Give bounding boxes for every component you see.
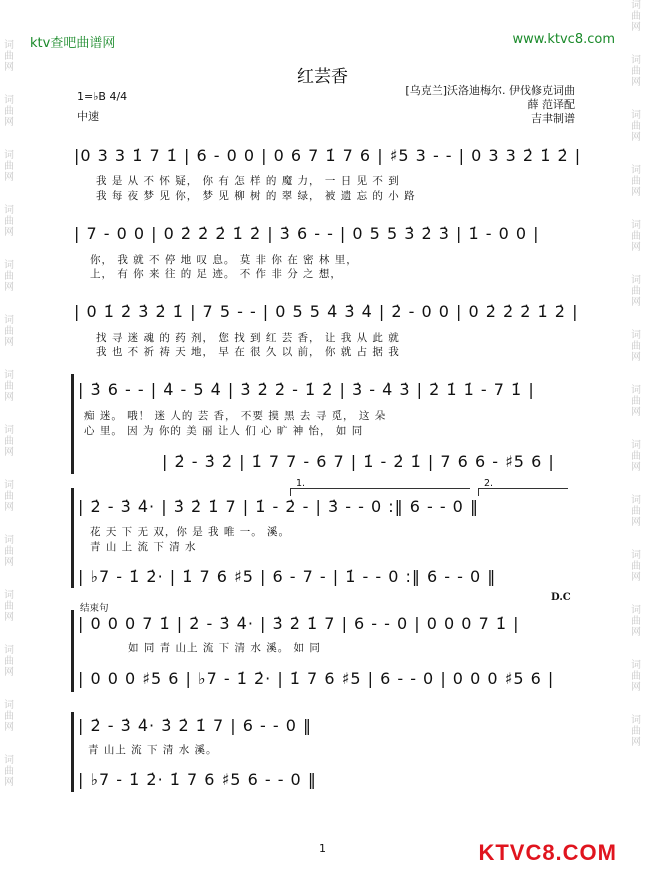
right-watermark-column: 词 曲 网 词 曲 网 词 曲 网 词 曲 网 词 曲 网 词 曲 网 词 曲 网 词 曲 网 词 曲 网 词 曲 网 词 曲 网 词 曲 网 词 曲 网 词 曲 网 <box>631 0 641 748</box>
song-title: 红芸香 <box>297 67 348 87</box>
system-4-lyrics-verse-1: 痴 迷。 哦！ 迷 人的 芸 香， 不要 摸 黑 去 寻 觅， 这 朵 <box>84 410 387 422</box>
site-name-left: ktv查吧曲谱网 <box>30 36 116 51</box>
system-7-notes: | 2̇ - 3̇ 4̇· 3̇ 2̇ 1̇ 7 | 6 - - 0 ‖ <box>78 716 313 735</box>
system-3-notes: | 0 1̇ 2̇ 3̇ 2̇ 1̇ | 7 5 - - | 0 5 5 4̇ 3̇ 4̇ | 2̇ - 0 0 | 0 2̇ 2̇ 2̇ 1̇ 2̇ | <box>74 302 579 321</box>
system-4-notes: | 3̇ 6 - - | 4̇ - 5 4̇ | 3̇ 2̇ 2̇ - 1̇ 2̇ | 3̇ - 4̇ 3̇ | 2̇ 1̇ 1̇ - 7 1̇ | <box>78 380 535 399</box>
system-5-lower-voice-notes: | ♭7 - 1̇ 2̇· | 1̇ 7 6 ♯5 | 6 - 7 - | 1̇ - - 0 :‖ 6 - - 0 ‖ <box>78 567 497 586</box>
system-3-lyrics-verse-2: 我 也 不 祈 祷 天 地， 早 在 很 久 以 前， 你 就 占 据 我 <box>96 346 400 358</box>
system-1-lyrics-verse-2: 我 每 夜 梦 见 你， 梦 见 柳 树 的 翠 绿， 被 遗 忘 的 小 路 <box>96 190 416 202</box>
system-6-lyrics: 如 同 青 山上 流 下 清 水 溪。 如 同 <box>128 642 321 654</box>
credit-transcriber: 吉聿制谱 <box>531 112 575 125</box>
system-6-lower-voice-notes: | 0 0 0 ♯5 6 | ♭7 - 1̇ 2̇· | 1̇ 7 6 ♯5 | 6 - - 0 | 0 0 0 ♯5 6 | <box>78 669 555 688</box>
volta-1-tick <box>290 488 291 496</box>
system-7-bracket <box>71 712 74 792</box>
system-5-lyrics-verse-2: 青 山 上 流 下 清 水 <box>90 541 197 553</box>
system-2-lyrics-verse-1: 你， 我 就 不 停 地 叹 息。 莫 非 你 在 密 林 里， <box>90 254 358 266</box>
system-4-lower-voice-notes: | 2̇ - 3̇ 2̇ | 1̇ 7 7 - 6 7 | 1̇ - 2̇ 1̇ | 7 6 6 - ♯5 6 | <box>162 452 555 471</box>
tempo-marking: 中速 <box>77 110 99 123</box>
system-5-lyrics-verse-1: 花 天 下 无 双，你 是 我 唯 一。 溪。 <box>90 526 291 538</box>
site-url-right: www.ktvc8.com <box>512 32 615 47</box>
left-watermark-column: 词 曲 网 词 曲 网 词 曲 网 词 曲 网 词 曲 网 词 曲 网 词 曲 网 词 曲 网 词 曲 网 词 曲 网 词 曲 网 词 曲 网 词 曲 网 词 曲 网 <box>4 40 14 788</box>
system-1-lyrics-verse-1: 我 是 从 不 怀 疑， 你 有 怎 样 的 魔 力， 一 日 见 不 到 <box>96 175 400 187</box>
ktvc8-logo: KTVC8.COM <box>478 840 617 865</box>
system-7-lyrics: 青 山上 流 下 清 水 溪。 <box>88 744 218 756</box>
system-6-bracket <box>71 610 74 692</box>
key-signature: 1=♭B 4/4 <box>77 90 128 103</box>
system-2-lyrics-verse-2: 上， 有 你 来 往 的 足 迹。 不 作 非 分 之 想， <box>90 268 342 280</box>
ending-section-label: 结束句 <box>80 603 109 614</box>
page-number: 1 <box>319 842 326 855</box>
volta-2-label: 2. <box>484 478 494 489</box>
system-3-lyrics-verse-1: 找 寻 迷 魂 的 药 剂， 您 找 到 红 芸 香， 让 我 从 此 就 <box>96 332 400 344</box>
system-7-lower-voice-notes: | ♭7 - 1̇ 2̇· 1̇ 7 6 ♯5 6 - - 0 ‖ <box>78 770 317 789</box>
system-5-notes: | 2̇ - 3̇ 4̇· | 3̇ 2̇ 1̇ 7 | 1̇ - 2̇ - | 3̇ - - 0 :‖ 6 - - 0 ‖ <box>78 497 479 516</box>
system-1-notes: |0 3 3 1̇ 7 1̇ | 6 - 0 0 | 0 6 7 1̇ 7 6 | ♯5 3 - - | 0 3 3 2̇ 1̇ 2̇ | <box>74 146 582 165</box>
volta-1-line <box>290 488 470 489</box>
system-6-notes: | 0 0 0 7 1̇ | 2̇ - 3̇ 4̇· | 3̇ 2̇ 1̇ 7 | 6 - - 0 | 0 0 0 7 1̇ | <box>78 614 520 633</box>
volta-1-label: 1. <box>296 478 306 489</box>
da-capo-marking: D.C <box>551 592 571 603</box>
system-4-bracket <box>71 374 74 474</box>
credit-translator: 薛 范译配 <box>527 98 575 111</box>
credit-composer: [乌克兰]沃洛迪梅尔. 伊伐修克词曲 <box>405 84 575 97</box>
system-4-lyrics-verse-2: 心 里。 因 为 你的 美 丽 让人 们 心 旷 神 怡， 如 同 <box>84 425 364 437</box>
volta-2-tick <box>478 488 479 496</box>
system-5-bracket <box>71 488 74 588</box>
system-2-notes: | 7 - 0 0 | 0 2̇ 2̇ 2̇ 1̇ 2̇ | 3̇ 6 - - | 0 5 5 3̇ 2̇ 3̇ | 1̇ - 0 0 | <box>74 224 540 243</box>
